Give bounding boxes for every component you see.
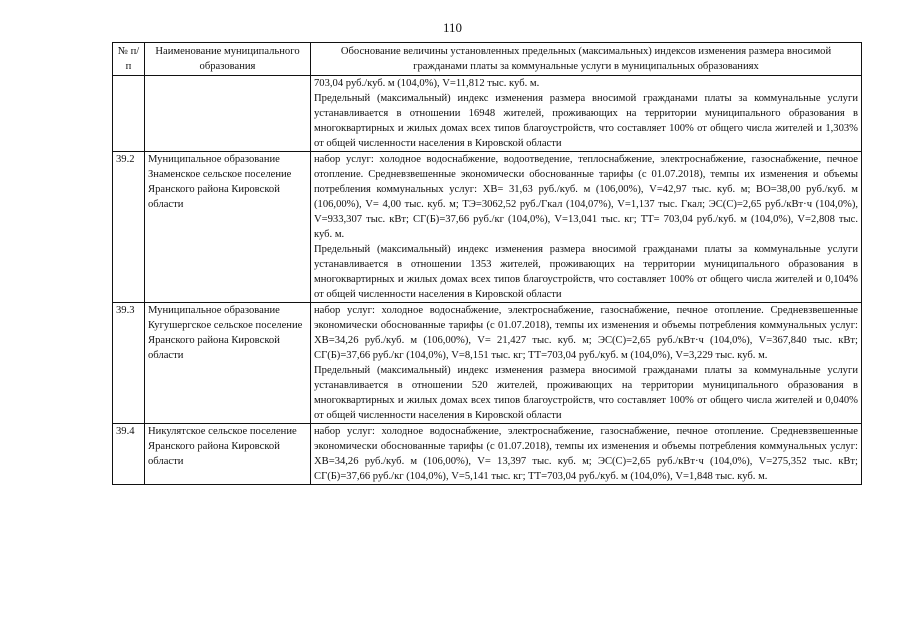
row-num: [113, 76, 145, 152]
row-num: 39.3: [113, 303, 145, 424]
table-row: [113, 303, 862, 424]
row-name: Муниципальное образование Кугушергское сельское поселение Яранского района Кировской области: [145, 303, 311, 424]
row-name: Никулятское сельское поселение Яранского района Кировской области: [145, 424, 311, 485]
row-text: [311, 424, 862, 485]
table-row: [113, 424, 862, 485]
row-text-part1: набор услуг: холодное водоснабжение, водоотведение, теплоснабжение, электроснабжение, газоснабжение, печное отопление. Средневзвешенные экономически обоснованные тарифы (с 01.07.2018), темпы их изменения и объемы потребления коммунальных услуг: ХВ= 31,63 руб./куб. м (106,00%), V=42,97 тыс. куб. м; ВО=38,00 руб./куб. м (106,00%), V= 4,00 тыс. куб. м; ТЭ=3062,52 руб./Гкал (104,07%), V=1,137 тыс. Гкал; ЭС(С)=2,65 руб./кВт·ч (104,0%), V=933,307 тыс. кВт; СГ(Б)=37,66 руб./кг (104,0%), V=13,041 тыс. кг; ТТ= 703,04 руб./куб. м (104,0%), V=2,808 тыс. куб. м.: [314, 154, 858, 240]
row-text-part1: набор услуг: холодное водоснабжение, электроснабжение, газоснабжение, печное отопление. Средневзвешенные экономически обоснованные тарифы (с 01.07.2018), темпы их изменения и объемы потребления коммунальных услуг: ХВ=34,26 руб./куб. м (106,00%), V= 21,427 тыс. куб. м; ЭС(С)=2,65 руб./кВт·ч (104,0%), V=367,840 тыс. кВт; СГ(Б)=37,66 руб./кг (104,0%), V=8,151 тыс. кг; ТТ=703,04 руб./куб. м (104,0%), V=3,229 тыс. куб. м.: [314, 305, 858, 361]
header-num: № п/п: [113, 43, 145, 76]
row-text: [311, 303, 862, 424]
row-text-part1: 703,04 руб./куб. м (104,0%), V=11,812 тыс. куб. м.: [314, 78, 540, 89]
header-name: Наименование муниципального образования: [145, 43, 311, 76]
row-text: [311, 76, 862, 152]
table-row: [113, 76, 862, 152]
tariff-table: [112, 42, 862, 485]
table-row: [113, 152, 862, 303]
row-name: Муниципальное образование Знаменское сельское поселение Яранского района Кировской области: [145, 152, 311, 303]
row-text-part2: Предельный (максимальный) индекс изменения размера вносимой гражданами платы за коммунальные услуги устанавливается в отношении 1353 жителей, проживающих на территории муниципального образования в многоквартирных и жилых домах всех типов благоустройств, что составляет 100% от общего числа жителей и 0,104% от общей численности населения в Кировской области: [314, 244, 858, 300]
row-name: [145, 76, 311, 152]
row-text-part2: Предельный (максимальный) индекс изменения размера вносимой гражданами платы за коммунальные услуги устанавливается в отношении 16948 жителей, проживающих на территории муниципального образования в многоквартирных и жилых домах всех типов благоустройств, что составляет 100% от общего числа жителей и 1,303% от общей численности населения в Кировской области: [314, 93, 858, 149]
row-text-part2: Предельный (максимальный) индекс изменения размера вносимой гражданами платы за коммунальные услуги устанавливается в отношении 520 жителей, проживающих на территории муниципального образования в многоквартирных и жилых домах всех типов благоустройств, что составляет 100% от общего числа жителей и 0,040% от общей численности населения в Кировской области: [314, 365, 858, 421]
row-num: 39.4: [113, 424, 145, 485]
table-header-row: [113, 43, 862, 76]
row-text: [311, 152, 862, 303]
row-text-part1: набор услуг: холодное водоснабжение, электроснабжение, газоснабжение, печное отопление. Средневзвешенные экономически обоснованные тарифы (с 01.07.2018), темпы их изменения и объемы потребления коммунальных услуг: ХВ=34,26 руб./куб. м (106,00%), V= 13,397 тыс. куб. м; ЭС(С)=2,65 руб./кВт·ч (104,0%), V=275,352 тыс. кВт; СГ(Б)=37,66 руб./кг (104,0%), V=5,141 тыс. кг; ТТ=703,04 руб./куб. м (104,0%), V=1,848 тыс. куб. м.: [314, 426, 858, 482]
header-text: Обоснование величины установленных предельных (максимальных) индексов изменения размера вносимой гражданами платы за коммунальные услуги в муниципальных образованиях: [311, 43, 862, 76]
row-num: 39.2: [113, 152, 145, 303]
page-number: 110: [442, 20, 463, 35]
